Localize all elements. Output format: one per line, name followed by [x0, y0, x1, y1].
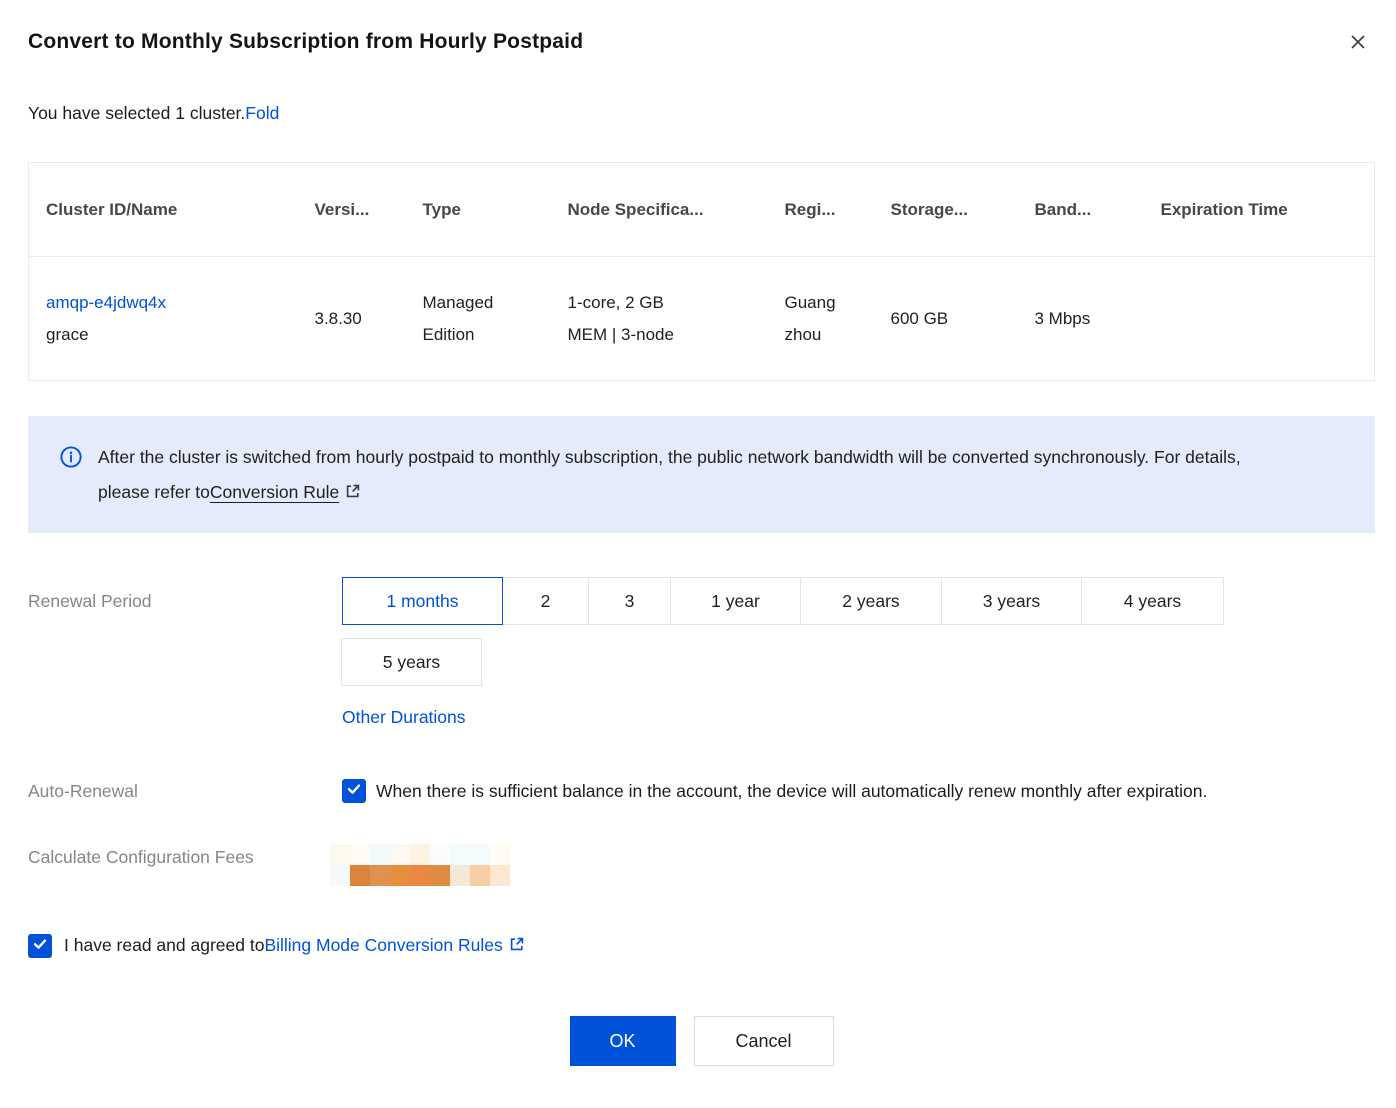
selection-summary-text: You have selected 1 cluster.	[28, 103, 246, 123]
column-header-expiration: Expiration Time	[1144, 163, 1375, 257]
auto-renewal-checkbox[interactable]	[342, 779, 366, 803]
redacted-fee-pixel	[350, 865, 370, 886]
redacted-fee-pixel	[490, 844, 510, 865]
redacted-fee-pixel	[390, 865, 410, 886]
column-header-bandwidth: Band...	[1018, 163, 1144, 257]
billing-rules-link[interactable]: Billing Mode Conversion Rules	[264, 935, 503, 955]
column-header-node-spec: Node Specifica...	[551, 163, 768, 257]
table-header-row	[29, 163, 1375, 257]
redacted-fee-pixel	[430, 865, 450, 886]
node-spec: 1-core, 2 GB MEM | 3-node	[567, 292, 674, 344]
redacted-fee-pixel	[410, 865, 430, 886]
renewal-option-button[interactable]: 3	[588, 577, 671, 625]
redacted-fee-pixel	[470, 844, 490, 865]
fold-link[interactable]: Fold	[245, 103, 280, 123]
info-banner-text	[98, 440, 1248, 511]
info-icon	[60, 446, 82, 473]
cluster-table	[28, 162, 1375, 381]
redacted-fee-pixel	[330, 844, 350, 865]
selection-summary	[28, 103, 1375, 124]
info-banner	[28, 416, 1375, 533]
other-durations-link[interactable]: Other Durations	[342, 707, 466, 727]
redacted-fee-pixel	[370, 844, 390, 865]
agreement-statement: I have read and agreed to	[64, 935, 265, 955]
redacted-fee-pixel	[390, 844, 410, 865]
redacted-fee-pixel	[470, 865, 490, 886]
table-row	[29, 257, 1375, 381]
auto-renewal-description: When there is sufficient balance in the account, the device will automatically renew monthly after expiration.	[376, 781, 1208, 801]
renewal-period-label: Renewal Period	[28, 591, 152, 611]
auto-renewal-label: Auto-Renewal	[28, 781, 138, 801]
auto-renewal-row	[28, 779, 1375, 806]
redacted-fee-amount	[330, 844, 510, 886]
column-header-cluster-id: Cluster ID/Name	[29, 163, 298, 257]
cell-region	[768, 257, 874, 381]
cluster-type: Managed Edition	[422, 292, 494, 344]
cell-bandwidth: 3 Mbps	[1018, 257, 1144, 381]
fees-row	[28, 844, 1375, 886]
redacted-fee-pixel	[490, 865, 510, 886]
column-header-region: Regi...	[768, 163, 874, 257]
conversion-rule-link[interactable]: Conversion Rule	[209, 482, 340, 502]
cluster-id-link[interactable]: amqp-e4jdwq4x	[46, 292, 167, 312]
cell-expiration	[1144, 257, 1375, 381]
check-icon	[346, 781, 362, 802]
page-title: Convert to Monthly Subscription from Hourly Postpaid	[28, 30, 584, 53]
cell-type	[406, 257, 551, 381]
cell-node-spec	[551, 257, 768, 381]
agreement-checkbox[interactable]	[28, 934, 52, 958]
cancel-button[interactable]: Cancel	[694, 1016, 834, 1066]
renewal-period-options	[342, 577, 1242, 686]
region: Guangzhou	[784, 292, 836, 344]
agreement-row	[28, 934, 1375, 958]
cell-storage: 600 GB	[874, 257, 1018, 381]
info-banner-message: After the cluster is switched from hourly postpaid to monthly subscription, the public network bandwidth will be converted synchronously. For details, please refer to	[98, 447, 1241, 502]
column-header-storage: Storage...	[874, 163, 1018, 257]
cluster-name: grace	[46, 324, 89, 344]
renewal-option-button[interactable]: 2	[502, 577, 589, 625]
check-icon	[32, 936, 48, 957]
redacted-fee-pixel	[370, 865, 390, 886]
external-link-icon[interactable]	[509, 936, 525, 957]
renewal-period-row	[28, 577, 1375, 728]
agreement-text	[64, 934, 525, 957]
redacted-fee-pixel	[450, 844, 470, 865]
redacted-fee-pixel	[350, 844, 370, 865]
external-link-icon[interactable]	[345, 476, 361, 511]
close-button[interactable]	[1344, 30, 1372, 58]
cell-version: 3.8.30	[298, 257, 406, 381]
renewal-option-button[interactable]: 5 years	[341, 638, 482, 686]
renewal-option-button[interactable]: 2 years	[800, 577, 942, 625]
redacted-fee-pixel	[450, 865, 470, 886]
renewal-option-button[interactable]: 4 years	[1081, 577, 1224, 625]
close-icon	[1349, 33, 1367, 56]
column-header-version: Versi...	[298, 163, 406, 257]
cell-cluster	[29, 257, 298, 381]
renewal-option-button[interactable]: 1 months	[342, 577, 503, 625]
redacted-fee-pixel	[430, 844, 450, 865]
fees-label: Calculate Configuration Fees	[28, 847, 254, 867]
column-header-type: Type	[406, 163, 551, 257]
renewal-option-button[interactable]: 3 years	[941, 577, 1082, 625]
dialog-footer	[28, 1016, 1375, 1066]
ok-button[interactable]: OK	[570, 1016, 676, 1066]
redacted-fee-pixel	[410, 844, 430, 865]
renewal-option-button[interactable]: 1 year	[670, 577, 801, 625]
redacted-fee-pixel	[330, 865, 350, 886]
